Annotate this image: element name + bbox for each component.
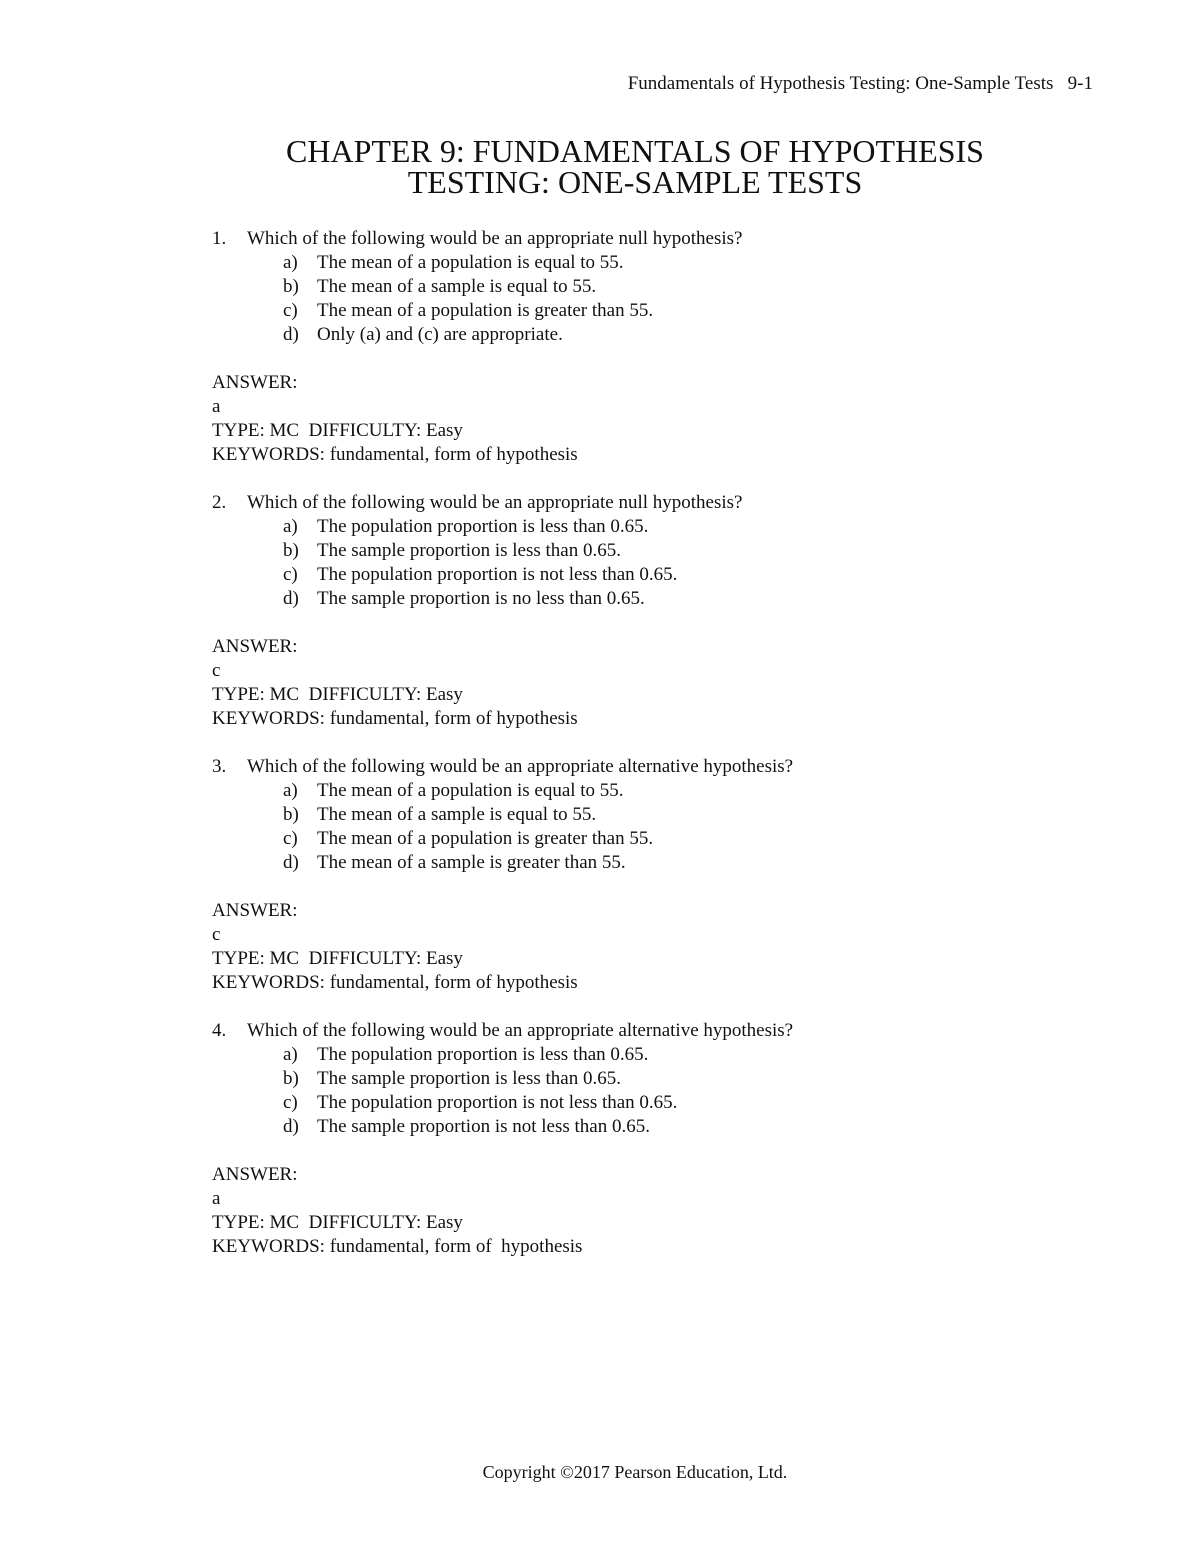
option-letter: c) xyxy=(283,564,298,585)
keywords: KEYWORDS: fundamental, form of hypothesis xyxy=(212,972,578,993)
question-block xyxy=(212,755,1112,995)
answer-value: c xyxy=(212,924,221,945)
option-letter: a) xyxy=(283,252,298,273)
answer-option xyxy=(212,587,1112,611)
answer-option xyxy=(212,275,1112,299)
question-stem xyxy=(212,1019,1112,1043)
option-text: The sample proportion is less than 0.65. xyxy=(317,1068,621,1089)
answer-option xyxy=(212,539,1112,563)
copyright-footer: Copyright ©2017 Pearson Education, Ltd. xyxy=(482,1462,788,1482)
question-block xyxy=(212,1019,1112,1259)
answer-option xyxy=(212,779,1112,803)
option-text: Only (a) and (c) are appropriate. xyxy=(317,324,563,345)
question-text: Which of the following would be an appropriate null hypothesis? xyxy=(247,228,743,249)
answer-option xyxy=(212,803,1112,827)
question-stem xyxy=(212,227,1112,251)
option-letter: c) xyxy=(283,1092,298,1113)
option-letter: a) xyxy=(283,1044,298,1065)
running-header xyxy=(628,72,1093,96)
answer-option xyxy=(212,1043,1112,1067)
option-text: The population proportion is not less than 0.65. xyxy=(317,564,678,585)
answer-value: a xyxy=(212,1188,221,1209)
answer-label: ANSWER: xyxy=(212,372,298,393)
answer-option xyxy=(212,323,1112,347)
option-letter: c) xyxy=(283,828,298,849)
option-letter: a) xyxy=(283,516,298,537)
question-number: 4. xyxy=(212,1020,227,1041)
option-text: The mean of a population is equal to 55. xyxy=(317,252,624,273)
question-number: 3. xyxy=(212,756,227,777)
question-number: 1. xyxy=(212,228,227,249)
option-text: The mean of a sample is greater than 55. xyxy=(317,852,626,873)
option-letter: b) xyxy=(283,804,299,825)
keywords: KEYWORDS: fundamental, form of hypothesis xyxy=(212,1236,583,1257)
answer-option xyxy=(212,851,1112,875)
option-text: The mean of a population is greater than 55. xyxy=(317,828,654,849)
option-text: The population proportion is less than 0.65. xyxy=(317,1044,649,1065)
type-difficulty: TYPE: MC DIFFICULTY: Easy xyxy=(212,684,463,705)
option-text: The mean of a population is greater than 55. xyxy=(317,300,654,321)
answer-value: c xyxy=(212,660,221,681)
option-letter: b) xyxy=(283,276,299,297)
question-text: Which of the following would be an appropriate alternative hypothesis? xyxy=(247,1020,794,1041)
question-stem xyxy=(212,491,1112,515)
question-text: Which of the following would be an appropriate alternative hypothesis? xyxy=(247,756,794,777)
answer-option xyxy=(212,251,1112,275)
option-text: The sample proportion is not less than 0.65. xyxy=(317,1116,650,1137)
answer-option xyxy=(212,563,1112,587)
answer-option xyxy=(212,1115,1112,1139)
option-letter: d) xyxy=(283,324,299,345)
question-stem xyxy=(212,755,1112,779)
option-letter: d) xyxy=(283,1116,299,1137)
option-letter: b) xyxy=(283,1068,299,1089)
answer-option xyxy=(212,515,1112,539)
answer-option xyxy=(212,1091,1112,1115)
question-block xyxy=(212,491,1112,731)
option-text: The population proportion is not less than 0.65. xyxy=(317,1092,678,1113)
answer-option xyxy=(212,827,1112,851)
option-letter: c) xyxy=(283,300,298,321)
option-text: The sample proportion is no less than 0.65. xyxy=(317,588,645,609)
option-text: The mean of a sample is equal to 55. xyxy=(317,804,597,825)
running-title: Fundamentals of Hypothesis Testing: One-Sample Tests xyxy=(627,73,1054,94)
type-difficulty: TYPE: MC DIFFICULTY: Easy xyxy=(212,420,463,441)
option-text: The mean of a sample is equal to 55. xyxy=(317,276,597,297)
option-letter: d) xyxy=(283,588,299,609)
option-text: The sample proportion is less than 0.65. xyxy=(317,540,621,561)
option-letter: b) xyxy=(283,540,299,561)
type-difficulty: TYPE: MC DIFFICULTY: Easy xyxy=(212,948,463,969)
answer-label: ANSWER: xyxy=(212,1164,298,1185)
page-number: 9-1 xyxy=(1067,73,1093,94)
option-letter: d) xyxy=(283,852,299,873)
answer-label: ANSWER: xyxy=(212,636,298,657)
question-block xyxy=(212,227,1112,467)
questions-list xyxy=(212,227,1112,1283)
answer-option xyxy=(212,299,1112,323)
keywords: KEYWORDS: fundamental, form of hypothesis xyxy=(212,444,578,465)
chapter-title xyxy=(212,133,1058,200)
chapter-title-line2: TESTING: ONE-SAMPLE TESTS xyxy=(407,164,863,200)
question-number: 2. xyxy=(212,492,227,513)
answer-option xyxy=(212,1067,1112,1091)
answer-value: a xyxy=(212,396,221,417)
answer-label: ANSWER: xyxy=(212,900,298,921)
chapter-title-line1: CHAPTER 9: FUNDAMENTALS OF HYPOTHESIS xyxy=(286,133,984,169)
keywords: KEYWORDS: fundamental, form of hypothesis xyxy=(212,708,578,729)
option-letter: a) xyxy=(283,780,298,801)
question-text: Which of the following would be an appropriate null hypothesis? xyxy=(247,492,743,513)
option-text: The population proportion is less than 0.65. xyxy=(317,516,649,537)
type-difficulty: TYPE: MC DIFFICULTY: Easy xyxy=(212,1212,463,1233)
option-text: The mean of a population is equal to 55. xyxy=(317,780,624,801)
